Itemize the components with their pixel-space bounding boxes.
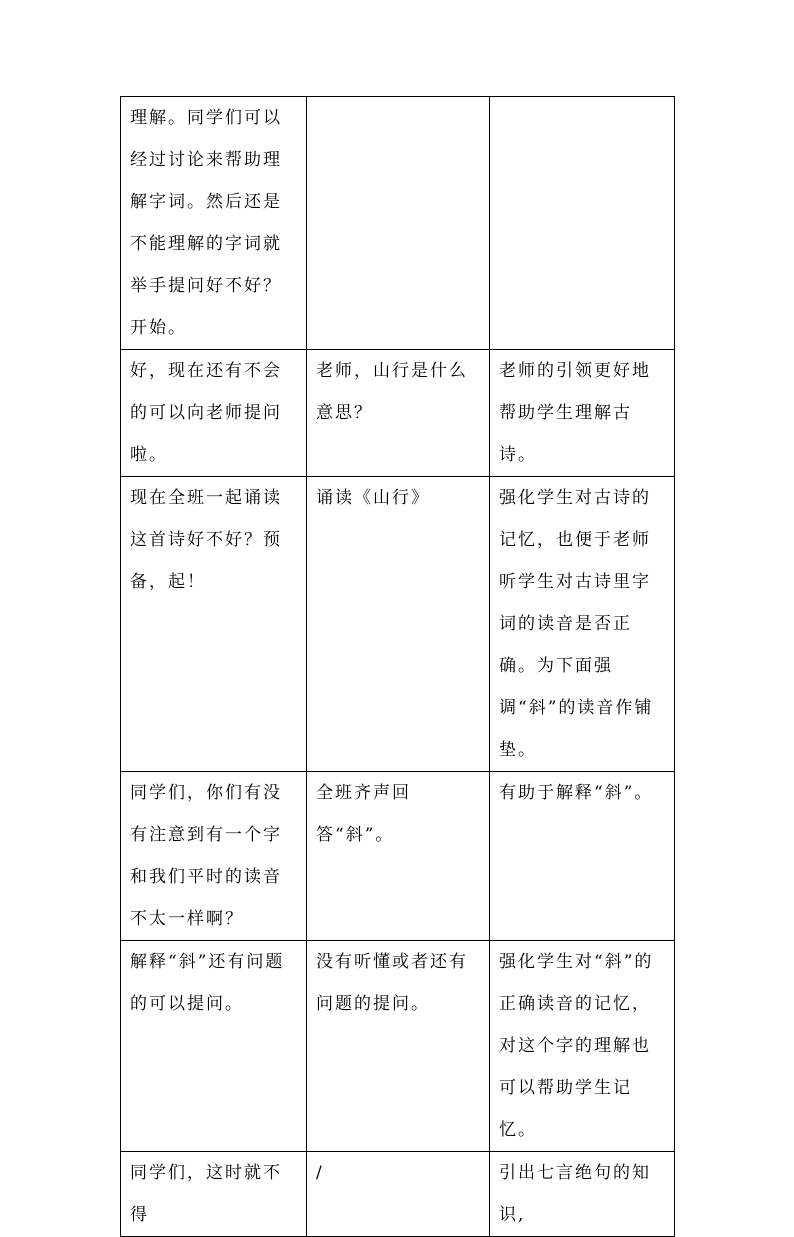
design-intent-cell: 有助于解释“斜”。 [490, 772, 675, 941]
table-row [121, 97, 675, 350]
student-activity-cell: 诵读《山行》 [307, 477, 490, 772]
student-activity-cell: 老师，山行是什么意思？ [307, 350, 490, 477]
student-activity-cell: 全班齐声回答“斜”。 [307, 772, 490, 941]
lesson-plan-table-container [120, 96, 674, 1237]
design-intent-cell [490, 97, 675, 350]
teacher-activity-cell: 现在全班一起诵读这首诗好不好？预备，起！ [121, 477, 307, 772]
design-intent-cell: 引出七言绝句的知识, [490, 1152, 675, 1237]
table-row [121, 1152, 675, 1237]
teacher-activity-cell: 解释“斜”还有问题的可以提问。 [121, 941, 307, 1152]
design-intent-cell: 强化学生对古诗的记忆，也便于老师听学生对古诗里字词的读音是否正确。为下面强调“斜”的读音作铺垫。 [490, 477, 675, 772]
design-intent-cell: 强化学生对“斜”的正确读音的记忆，对这个字的理解也可以帮助学生记忆。 [490, 941, 675, 1152]
table-row [121, 350, 675, 477]
lesson-plan-table [120, 96, 675, 1237]
teacher-activity-cell: 好，现在还有不会的可以向老师提问啦。 [121, 350, 307, 477]
teacher-activity-cell: 理解。同学们可以经过讨论来帮助理解字词。然后还是不能理解的字词就举手提问好不好？开始。 [121, 97, 307, 350]
teacher-activity-cell: 同学们，你们有没有注意到有一个字和我们平时的读音不太一样啊？ [121, 772, 307, 941]
student-activity-cell [307, 97, 490, 350]
table-row [121, 772, 675, 941]
teacher-activity-cell: 同学们，这时就不得 [121, 1152, 307, 1237]
table-row [121, 477, 675, 772]
student-activity-cell: / [307, 1152, 490, 1237]
table-row [121, 941, 675, 1152]
student-activity-cell: 没有听懂或者还有问题的提问。 [307, 941, 490, 1152]
design-intent-cell: 老师的引领更好地帮助学生理解古诗。 [490, 350, 675, 477]
